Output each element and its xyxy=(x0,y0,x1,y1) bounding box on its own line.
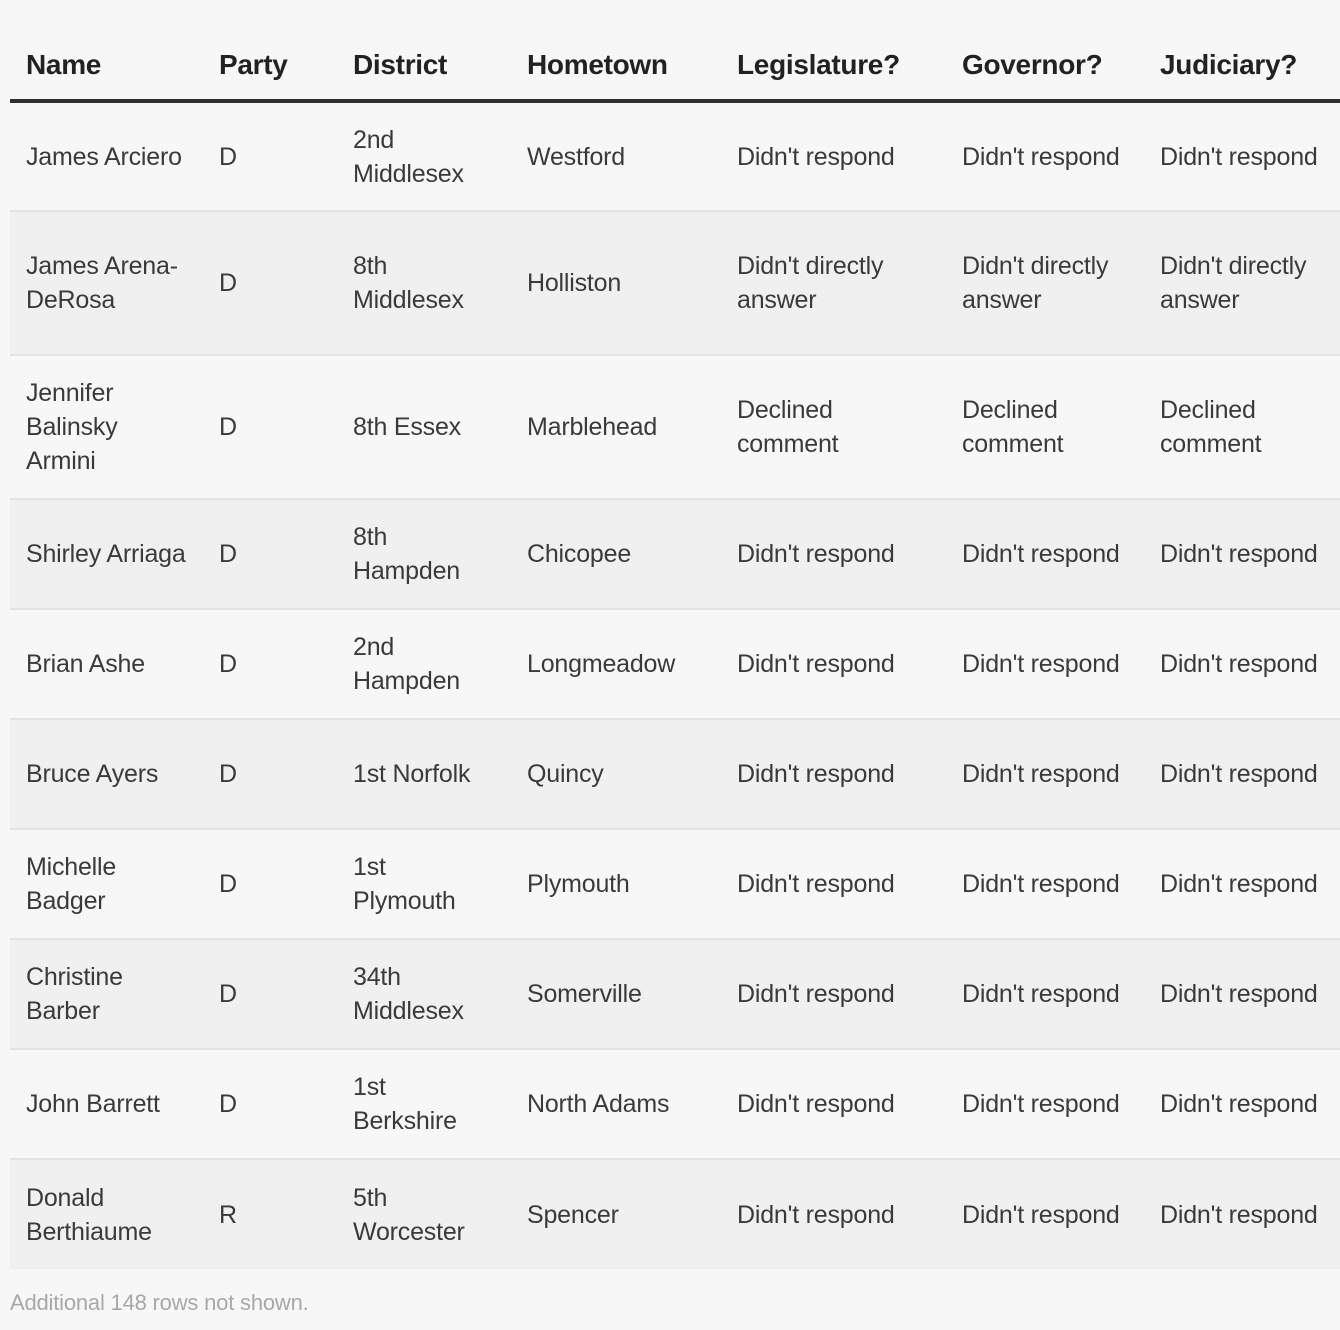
cell-name: Jennifer Balinsky Armini xyxy=(10,355,203,499)
cell-governor: Didn't respond xyxy=(946,719,1144,829)
cell-name: James Arena-DeRosa xyxy=(10,211,203,355)
cell-judiciary: Didn't respond xyxy=(1144,719,1340,829)
cell-governor: Didn't respond xyxy=(946,939,1144,1049)
cell-judiciary: Didn't respond xyxy=(1144,939,1340,1049)
cell-hometown: North Adams xyxy=(511,1049,721,1159)
cell-governor: Didn't respond xyxy=(962,1200,1120,1229)
column-header-legislature[interactable]: Legislature? xyxy=(721,0,946,101)
cell-hometown: Quincy xyxy=(511,719,721,829)
cell-legislature: Didn't respond xyxy=(721,101,946,211)
cell-governor: Didn't respond xyxy=(946,609,1144,719)
table-header-row xyxy=(10,0,1340,101)
cell-party: D xyxy=(203,829,337,939)
cell-party: D xyxy=(203,939,337,1049)
cell-hometown: Westford xyxy=(511,101,721,211)
cell-district: 5th Worcester xyxy=(353,1183,465,1246)
cell-name: Christine Barber xyxy=(10,939,203,1049)
cell-legislature: Didn't respond xyxy=(721,1049,946,1159)
cell-party: D xyxy=(203,1049,337,1159)
cell-party: D xyxy=(203,719,337,829)
cell-district: 2nd Middlesex xyxy=(337,101,511,211)
candidates-table xyxy=(10,0,1340,1269)
cell-district: 1st Plymouth xyxy=(337,829,511,939)
cell-name: James Arciero xyxy=(10,101,203,211)
cell-hometown: Longmeadow xyxy=(511,609,721,719)
table-container xyxy=(10,0,1318,1270)
cell-judiciary: Didn't respond xyxy=(1144,609,1340,719)
cell-legislature: Didn't respond xyxy=(721,719,946,829)
cell-hometown: Chicopee xyxy=(511,499,721,609)
cell-governor: Didn't directly answer xyxy=(946,211,1144,355)
cell-governor: Didn't respond xyxy=(946,829,1144,939)
table-row xyxy=(10,719,1340,829)
cell-judiciary: Didn't respond xyxy=(1144,499,1340,609)
column-header-party[interactable]: Party xyxy=(203,0,337,101)
cell-name: Donald Berthiaume xyxy=(26,1183,152,1246)
cell-party: D xyxy=(203,609,337,719)
cell-district: 8th Hampden xyxy=(337,499,511,609)
column-header-district[interactable]: District xyxy=(337,0,511,101)
column-header-hometown[interactable]: Hometown xyxy=(511,0,721,101)
cell-name: Shirley Arriaga xyxy=(10,499,203,609)
table-row xyxy=(10,1159,1340,1269)
column-header-judiciary[interactable]: Judiciary? xyxy=(1144,0,1340,101)
cell-name: Brian Ashe xyxy=(10,609,203,719)
cell-district: 8th Middlesex xyxy=(337,211,511,355)
cell-hometown: Holliston xyxy=(511,211,721,355)
table-row xyxy=(10,939,1340,1049)
table-row xyxy=(10,101,1340,211)
cell-party: D xyxy=(203,211,337,355)
cell-party: D xyxy=(203,499,337,609)
cell-legislature: Didn't respond xyxy=(737,1200,895,1229)
cell-legislature: Didn't directly answer xyxy=(721,211,946,355)
cell-party: R xyxy=(219,1200,237,1229)
cell-district: 1st Berkshire xyxy=(337,1049,511,1159)
cell-district: 8th Essex xyxy=(337,355,511,499)
cell-name: Bruce Ayers xyxy=(10,719,203,829)
table-row xyxy=(10,829,1340,939)
cell-judiciary: Didn't respond xyxy=(1144,1049,1340,1159)
cell-judiciary: Declined comment xyxy=(1144,355,1340,499)
cell-hometown: Marblehead xyxy=(511,355,721,499)
cell-party: D xyxy=(203,101,337,211)
table-row xyxy=(10,609,1340,719)
cell-judiciary: Didn't respond xyxy=(1144,829,1340,939)
table-row xyxy=(10,355,1340,499)
cell-hometown: Plymouth xyxy=(511,829,721,939)
column-header-name[interactable]: Name xyxy=(10,0,203,101)
cell-governor: Didn't respond xyxy=(946,101,1144,211)
table-row xyxy=(10,211,1340,355)
cell-governor: Didn't respond xyxy=(946,499,1144,609)
cell-governor: Didn't respond xyxy=(946,1049,1144,1159)
cell-hometown: Somerville xyxy=(511,939,721,1049)
cell-judiciary: Didn't respond xyxy=(1160,1200,1318,1229)
column-header-governor[interactable]: Governor? xyxy=(946,0,1144,101)
cell-hometown: Spencer xyxy=(527,1200,619,1229)
cell-judiciary: Didn't respond xyxy=(1144,101,1340,211)
cell-governor: Declined comment xyxy=(946,355,1144,499)
cell-legislature: Didn't respond xyxy=(721,499,946,609)
cell-judiciary: Didn't directly answer xyxy=(1144,211,1340,355)
table-row xyxy=(10,499,1340,609)
cell-legislature: Didn't respond xyxy=(721,609,946,719)
table-row xyxy=(10,1049,1340,1159)
cell-district: 2nd Hampden xyxy=(337,609,511,719)
cell-district: 1st Norfolk xyxy=(337,719,511,829)
rows-not-shown-note: Additional 148 rows not shown. xyxy=(10,1290,309,1315)
cell-legislature: Declined comment xyxy=(721,355,946,499)
cell-name: Michelle Badger xyxy=(10,829,203,939)
cell-legislature: Didn't respond xyxy=(721,829,946,939)
cell-legislature: Didn't respond xyxy=(721,939,946,1049)
cell-name: John Barrett xyxy=(10,1049,203,1159)
cell-party: D xyxy=(203,355,337,499)
cell-district: 34th Middlesex xyxy=(337,939,511,1049)
